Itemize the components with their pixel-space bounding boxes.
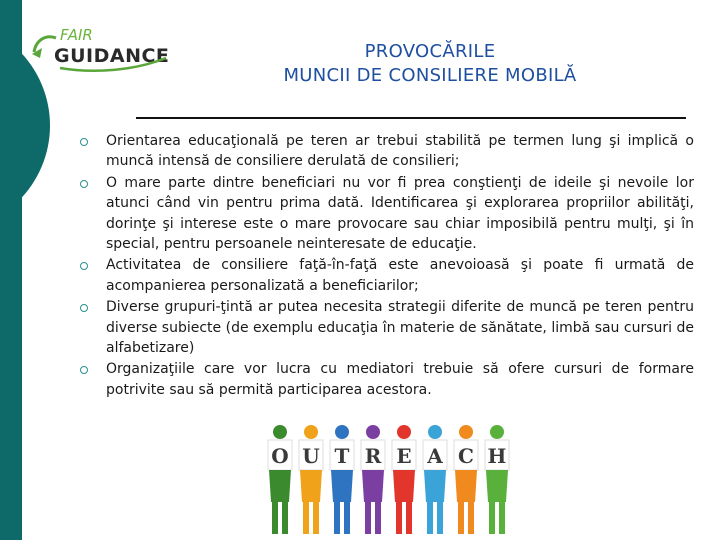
figure-head	[366, 425, 380, 439]
figure-body	[331, 470, 353, 502]
figure-leg	[499, 502, 505, 534]
list-item	[80, 255, 694, 296]
figure-head	[459, 425, 473, 439]
bullet-circle-icon	[80, 262, 88, 270]
figure-leg	[365, 502, 371, 534]
outreach-figure	[423, 425, 447, 534]
figure-body	[269, 470, 291, 502]
figure-leg	[437, 502, 443, 534]
outreach-figure	[299, 425, 323, 534]
figure-leg	[303, 502, 309, 534]
figure-head	[397, 425, 411, 439]
outreach-letter: H	[487, 444, 507, 468]
list-item-text: Diverse grupuri-ţintă ar putea necesita strategii diferite de muncă pe teren pentru diverse subiecte (de exemplu educaţia în materie de sănătate, limbă sau cursuri de alfabetizare)	[106, 299, 694, 357]
bullet-circle-icon	[80, 366, 88, 374]
title-line-1: PROVOCĂRILE	[364, 41, 496, 62]
outreach-figure	[485, 425, 509, 534]
fair-guidance-logo	[26, 18, 186, 84]
figure-leg	[272, 502, 278, 534]
list-item-text: Orientarea educaţională pe teren ar trebui stabilită pe termen lung şi implică o muncă intensă de consiliere derulată de consilieri;	[106, 133, 694, 170]
page-title	[200, 40, 660, 88]
figure-head	[273, 425, 287, 439]
title-line-2: MUNCII DE CONSILIERE MOBILĂ	[283, 65, 577, 86]
figure-body	[455, 470, 477, 502]
list-item-text: Organizaţiile care vor lucra cu mediatori trebuie să ofere cursuri de formare potrivite sau să permită participarea acestora.	[106, 361, 694, 398]
outreach-letter: O	[271, 444, 289, 468]
logo-word-main: GUIDANCE	[54, 45, 170, 67]
list-item-text: Activitatea de consiliere faţă-în-faţă este anevoioasă şi poate fi urmată de acompanierea personalizată a beneficiarilor;	[106, 257, 694, 294]
figure-body	[486, 470, 508, 502]
logo-word-top: FAIR	[60, 26, 93, 44]
outreach-letter: C	[458, 444, 474, 468]
outreach-figure	[392, 425, 416, 534]
challenges-list	[80, 131, 694, 401]
outreach-figure	[361, 425, 385, 534]
figure-leg	[489, 502, 495, 534]
figure-leg	[468, 502, 474, 534]
outreach-letter: A	[427, 444, 443, 468]
figure-leg	[282, 502, 288, 534]
outreach-letter: E	[396, 444, 412, 468]
figure-head	[490, 425, 504, 439]
outreach-letter: U	[302, 444, 320, 468]
list-item	[80, 359, 694, 400]
outreach-figure	[330, 425, 354, 534]
figure-head	[428, 425, 442, 439]
outreach-figure	[268, 425, 292, 534]
figure-leg	[375, 502, 381, 534]
figure-head	[304, 425, 318, 439]
list-item	[80, 297, 694, 358]
outreach-letter: R	[364, 444, 382, 468]
outreach-figures	[258, 420, 528, 540]
title-divider	[136, 117, 686, 119]
list-item	[80, 131, 694, 172]
figure-leg	[334, 502, 340, 534]
figure-body	[362, 470, 384, 502]
list-item-text: O mare parte dintre beneficiari nu vor fi prea conştienţi de ideile şi nevoile lor atunci când vin pentru prima dată. Identificarea şi explorarea propriilor abilităţi, dorinţe şi interese este o mare provocare sau chiar imposibilă pentru mulţi, şi în special, pentru persoanele neinteresate de educaţie.	[106, 174, 694, 253]
figure-leg	[313, 502, 319, 534]
figure-body	[300, 470, 322, 502]
figure-leg	[427, 502, 433, 534]
bullet-circle-icon	[80, 304, 88, 312]
figure-body	[424, 470, 446, 502]
bullet-circle-icon	[80, 180, 88, 188]
bullet-circle-icon	[80, 138, 88, 146]
figure-body	[393, 470, 415, 502]
outreach-letter: T	[334, 444, 350, 468]
figure-leg	[344, 502, 350, 534]
figure-leg	[458, 502, 464, 534]
outreach-illustration	[258, 420, 528, 540]
figure-leg	[406, 502, 412, 534]
outreach-figure	[454, 425, 478, 534]
figure-head	[335, 425, 349, 439]
logo-graphic	[26, 18, 186, 84]
figure-leg	[396, 502, 402, 534]
list-item	[80, 173, 694, 255]
